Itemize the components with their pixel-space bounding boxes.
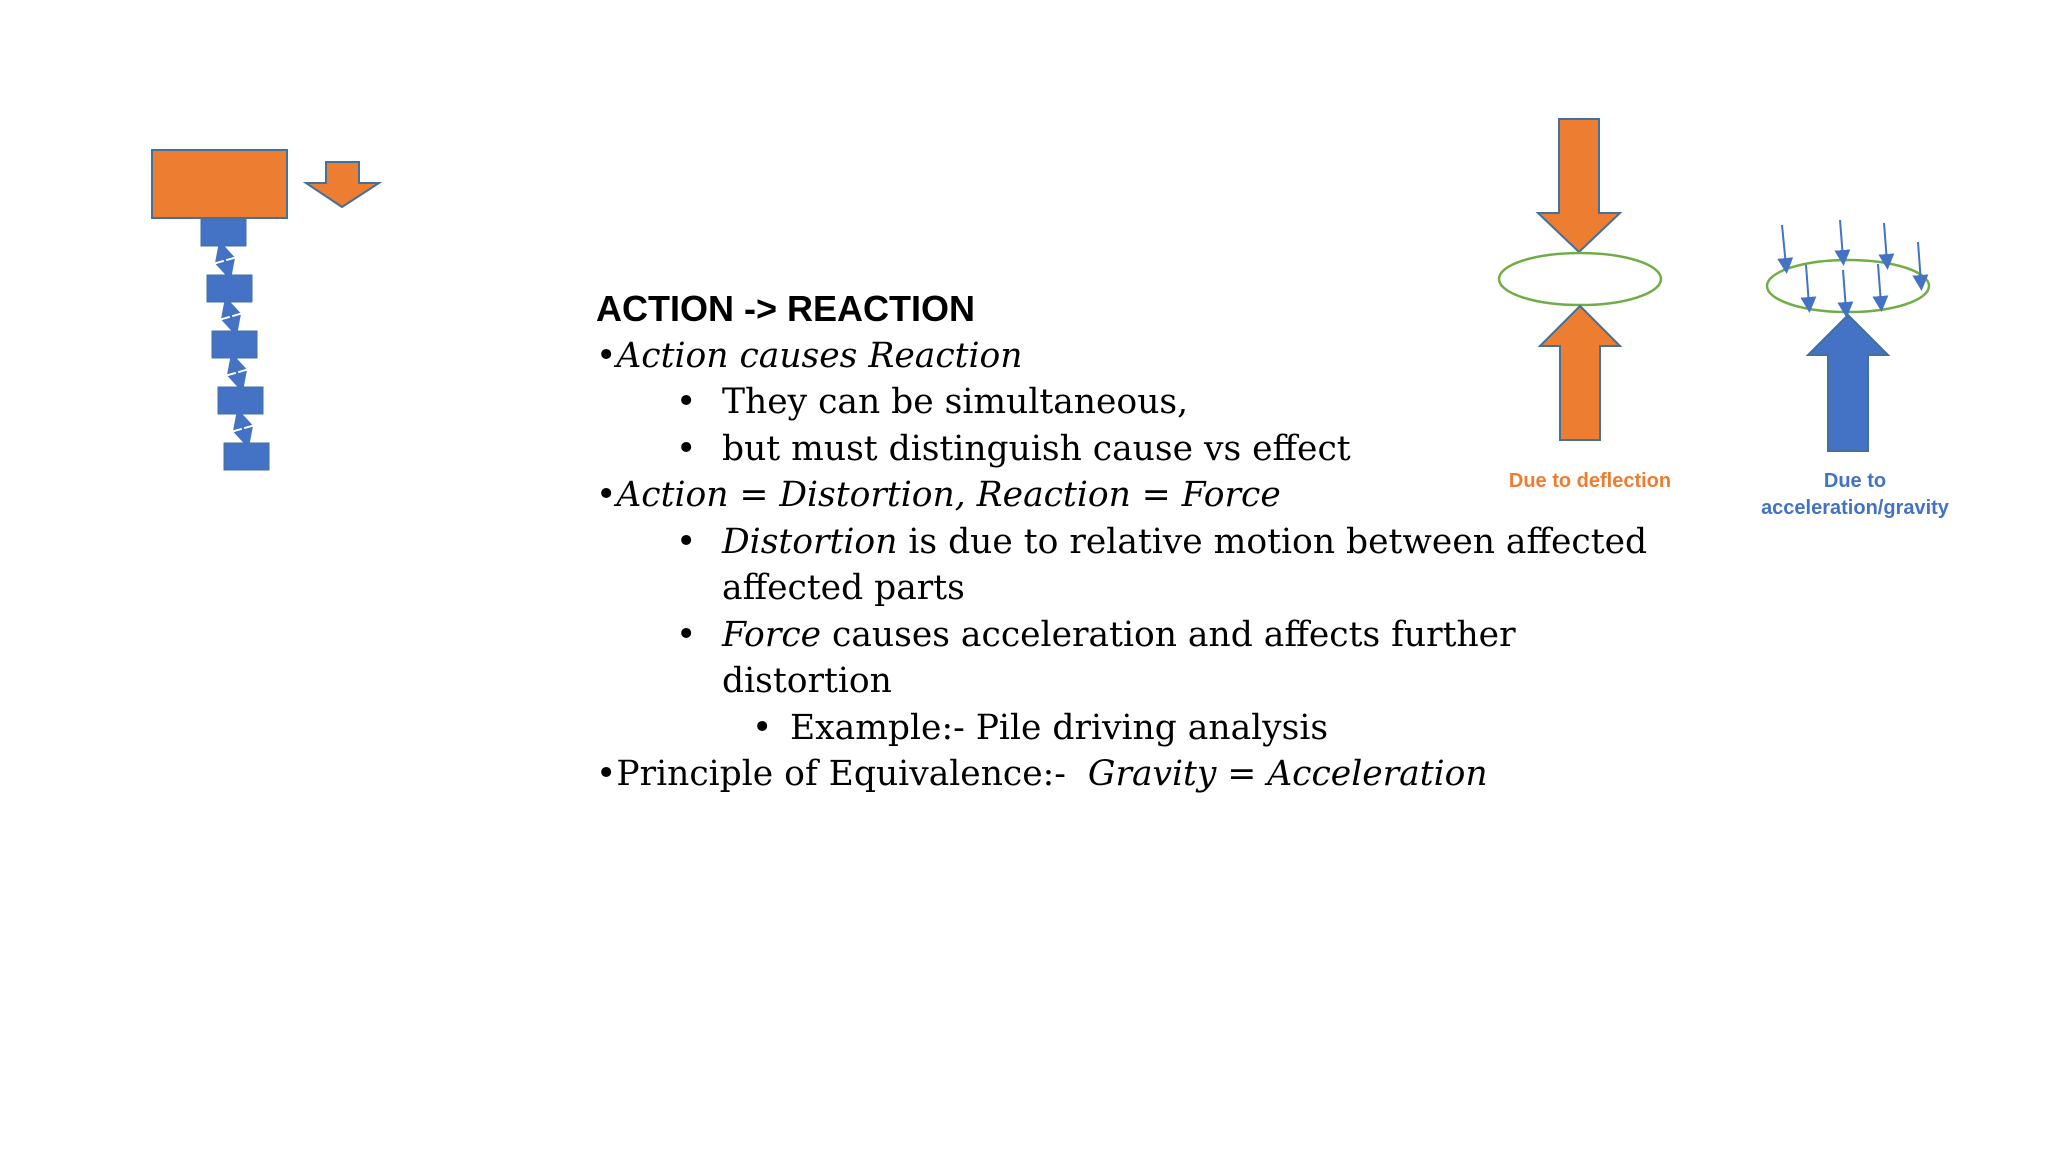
bullet-text: is due to relative motion between affected xyxy=(897,521,1648,562)
gravity-arrow-1-icon xyxy=(1782,225,1786,266)
gravity-up-arrow-icon xyxy=(1808,315,1888,451)
sub-bullet-distortion xyxy=(596,519,1646,566)
bullet-text: They can be simultaneous, xyxy=(722,382,1189,422)
bullet-glyph: • xyxy=(676,382,697,422)
bullet-action-distortion xyxy=(596,472,1646,519)
gravity-arrow-3-icon xyxy=(1884,223,1887,262)
sub-bullet-cause-effect xyxy=(596,426,1646,473)
sub-bullet-distortion-cont: affected parts xyxy=(722,568,965,608)
bullet-text: causes acceleration and affects further xyxy=(821,614,1516,655)
bullet-term: Distortion xyxy=(722,521,898,562)
caption-gravity xyxy=(1740,468,1970,522)
sub-bullet-simultaneous xyxy=(596,379,1646,426)
spring-arrow-4-icon xyxy=(240,418,246,439)
sub-bullet-force-cont: distortion xyxy=(722,661,892,701)
bullet-glyph: • xyxy=(596,475,617,515)
bullet-term: Gravity = Acceleration xyxy=(1087,754,1488,794)
bullet-term: Force xyxy=(722,614,822,655)
bullet-glyph: • xyxy=(752,707,773,748)
gravity-ellipse xyxy=(1767,260,1929,312)
pile-segment-5 xyxy=(224,443,269,470)
pile-segment-4 xyxy=(218,387,263,414)
content-text xyxy=(596,286,1646,798)
hammer-down-arrow-icon xyxy=(306,162,379,207)
pile-segment-3 xyxy=(212,331,257,358)
bullet-action-causes-reaction xyxy=(596,333,1646,380)
slide-title: ACTION -> REACTION xyxy=(596,288,976,329)
gravity-arrow-7-icon xyxy=(1878,264,1881,304)
bullet-text: Example:- Pile driving analysis xyxy=(790,707,1329,748)
bullet-glyph: • xyxy=(676,614,697,655)
hammer-block xyxy=(152,150,287,218)
sub-bullet-force xyxy=(596,612,1646,659)
spring-arrow-3-icon xyxy=(234,362,240,383)
bullet-glyph: • xyxy=(596,754,617,794)
bullet-glyph: • xyxy=(676,521,697,562)
action-down-arrow-icon xyxy=(1538,119,1620,252)
bullet-text: but must distinguish cause vs effect xyxy=(722,428,1351,469)
bullet-text: Action = Distortion, Reaction = Force xyxy=(616,475,1281,515)
spring-arrow-1-icon xyxy=(222,250,228,271)
bullet-glyph: • xyxy=(596,335,617,376)
sub-sub-bullet-example xyxy=(596,705,1646,752)
gravity-arrow-2-icon xyxy=(1840,220,1843,258)
bullet-equivalence xyxy=(596,751,1646,798)
caption-deflection-text: Due to deflection xyxy=(1508,470,1672,492)
gravity-arrow-6-icon xyxy=(1843,270,1846,310)
bullet-glyph: • xyxy=(676,428,697,469)
spring-arrow-2-icon xyxy=(228,306,234,327)
caption-gravity-line2: acceleration/gravity xyxy=(1761,497,1949,519)
bullet-text: Action causes Reaction xyxy=(616,335,1023,376)
gravity-arrow-4-icon xyxy=(1918,242,1921,283)
pile-segment-2 xyxy=(207,275,252,302)
bullet-text: Principle of Equivalence:- xyxy=(616,754,1088,794)
caption-gravity-line1: Due to xyxy=(1823,470,1887,492)
pile-segment-1 xyxy=(201,219,246,246)
gravity-arrow-5-icon xyxy=(1806,265,1809,305)
